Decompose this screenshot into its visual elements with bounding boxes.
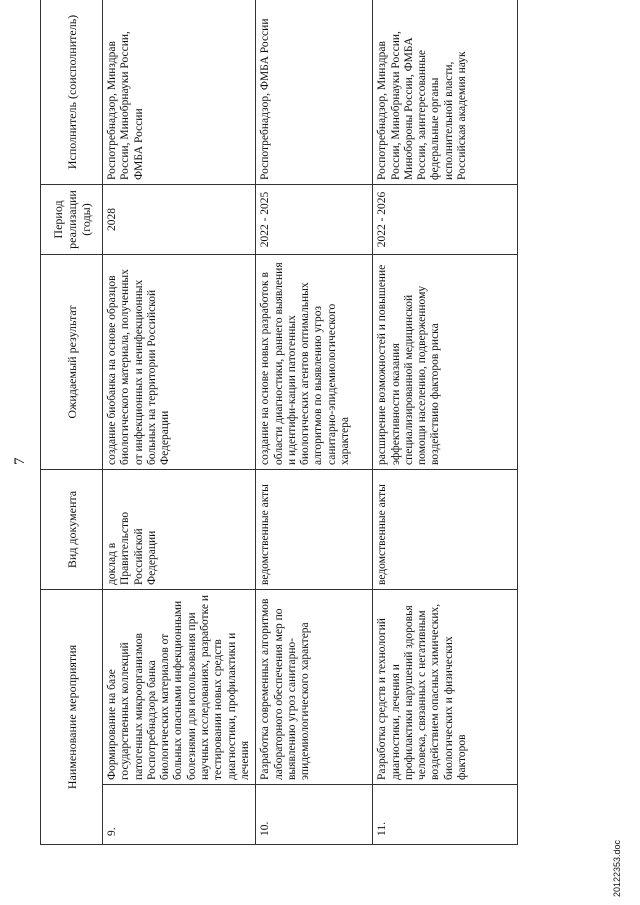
header-period: Период реализации (годы) [41, 184, 103, 254]
header-result: Ожидаемый результат [41, 254, 103, 469]
row-number: 10. [256, 785, 373, 845]
page-number: 7 [12, 457, 28, 465]
measures-table [40, 0, 518, 845]
row-executor: Роспотребнадзор, Минздрав России, Минобрнауки России, Минобороны России, ФМБА России, заинтересованные федеральные органы исполнительной власти, Российская академия наук [373, 0, 518, 184]
header-name: Наименование мероприятия [41, 589, 103, 844]
row-name: Разработка современных алгоритмов лабораторного обеспечения мер по выявлению угроз санитарно-эпидемиологического характера [256, 589, 373, 784]
table-row [256, 0, 373, 845]
header-executor: Исполнитель (соисполнитель) [41, 0, 103, 184]
row-result: создание биобанка на основе образцов биологического материала, полученных от инфекционных и неинфекционных больных на территории Российской Федерации [103, 254, 256, 469]
row-name: Формирование на базе государственных коллекций патогенных микроорганизмов Роспотребнадзора банка биологических материалов от больных опасными инфекционными болезнями для использования при научных исследованиях, разработке и тестировании новых средств диагностики, профилактики и лечения [103, 589, 256, 784]
row-number: 9. [103, 785, 256, 845]
header-doc-type: Вид документа [41, 469, 103, 589]
row-number: 11. [373, 785, 518, 845]
table-row [373, 0, 518, 845]
document-id: 20122353.doc [612, 839, 622, 897]
row-executor: Роспотребнадзор, ФМБА России [256, 0, 373, 184]
row-period: 2022 - 2025 [256, 184, 373, 254]
row-doc-type: ведомственные акты [256, 469, 373, 589]
row-result: создание на основе новых разработок в области диагностики, раннего выявления и идентифи-кации патогенных биологических агентов оптимальных алгоритмов по выявлению угроз санитарно-эпидемиологического характера [256, 254, 373, 469]
row-period: 2028 [103, 184, 256, 254]
table-row [103, 0, 256, 845]
row-executor: Роспотребнадзор, Минздрав России, Минобрнауки России, ФМБА России [103, 0, 256, 184]
row-doc-type: ведомственные акты [373, 469, 518, 589]
row-result: расширение возможностей и повышение эффективности оказания специализированной медицинской помощи населению, подверженному воздействию факторов риска [373, 254, 518, 469]
row-period: 2022 - 2026 [373, 184, 518, 254]
table-header-row [41, 0, 103, 845]
row-doc-type: доклад в Правительство Российской Федерации [103, 469, 256, 589]
row-name: Разработка средств и технологий диагностики, лечения и профилактики нарушений здоровья человека, связанных с негативным воздействием опасных химических, биологических и физических факторов [373, 589, 518, 784]
